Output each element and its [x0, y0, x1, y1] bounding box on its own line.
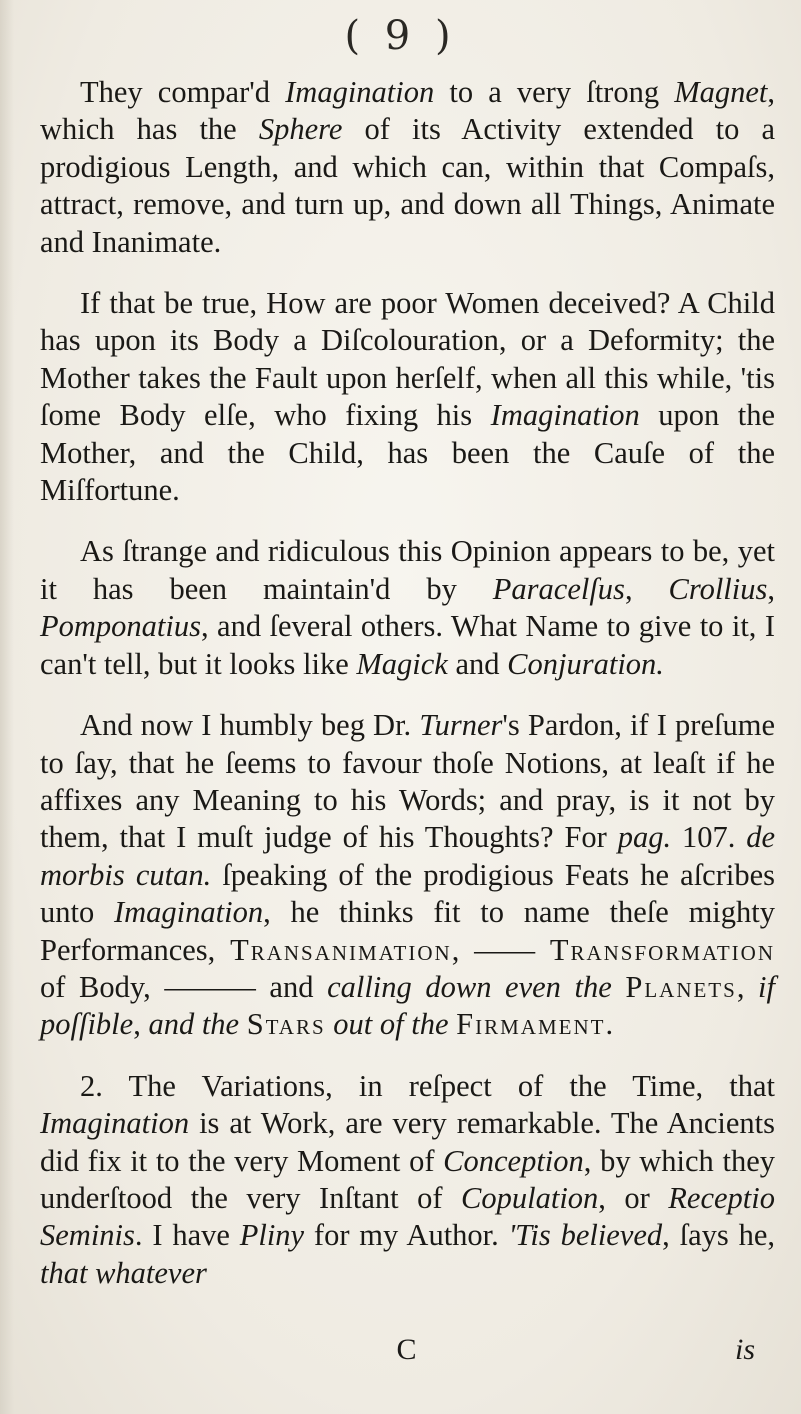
italic-run: that whatever: [40, 1255, 207, 1290]
text-run: 's Pardon, if I preſume to ſay, that he ſeems to favour thoſe Notions, at leaſt if he affixes any Meaning to his Words; and pray, is it not by them, that I muſt judge of his Thoughts? For: [40, 708, 775, 855]
paragraph: [40, 74, 775, 261]
text-run: , which has the: [40, 75, 776, 147]
page-gutter-shadow: [0, 0, 14, 1414]
text-run: If that be true, How are poor Women deceived? A Child has upon its Body a Diſcolouration, or a Deformity; the Mother takes the Fault upon herſelf, when all this while, 'tis ſome Body elſe, who fixing his: [40, 286, 775, 433]
text-run: As ſtrange and ridiculous this Opinion appears to be, yet it has been maintain'd by: [40, 534, 775, 606]
italic-run: de morbis cutan.: [40, 820, 776, 892]
text-run: 107.: [671, 820, 747, 855]
italic-run: Sphere: [258, 112, 343, 147]
italic-run: Imagination: [490, 398, 640, 433]
text-run: , by which they underſtood the very Inſtant of: [40, 1143, 775, 1215]
text-run: and: [447, 646, 508, 681]
italic-run: Copulation: [461, 1180, 599, 1215]
text-run: , he thinks fit to name theſe mighty Performances,: [40, 895, 775, 967]
text-run: .: [605, 1007, 614, 1042]
italic-run: and the: [148, 1007, 247, 1042]
italic-run: out of the: [325, 1007, 457, 1042]
text-run: ,: [624, 571, 669, 606]
text-run: , ——: [451, 932, 550, 967]
small-caps-run: Firmament: [456, 1007, 606, 1042]
italic-run: Imagination: [114, 895, 264, 930]
text-run: 2. The Variations, in reſpect of the Time, that: [80, 1068, 775, 1103]
italic-run: if poſſible: [40, 969, 775, 1042]
italic-run: Pliny: [239, 1218, 305, 1253]
italic-run: Turner: [419, 708, 503, 743]
text-run: And now I humbly beg Dr.: [80, 708, 420, 743]
text-run: They compar'd: [80, 75, 286, 109]
text-run: ,: [767, 571, 775, 606]
italic-run: Magick: [356, 646, 448, 681]
italic-run: Magnet: [674, 75, 768, 109]
text-run: of Body, ——— and: [40, 969, 328, 1004]
signature-mark: C: [396, 1333, 419, 1366]
italic-run: calling down even the: [327, 969, 626, 1004]
italic-run: Pomponatius: [40, 609, 201, 644]
text-run: , or: [598, 1180, 669, 1215]
text-run: to a very ſtrong: [434, 75, 675, 109]
text-run: , ſays he,: [662, 1218, 775, 1253]
small-caps-run: Transanimation: [230, 932, 452, 967]
text-run: is at Work, are very remarkable. The Ancients did fix it to the very Moment of: [40, 1106, 775, 1178]
italic-run: Conjuration.: [507, 646, 664, 681]
paragraph: [40, 1068, 775, 1292]
italic-run: Paracelſus: [492, 571, 625, 606]
body-text: [40, 74, 775, 1292]
page-number: ( 9 ): [344, 13, 457, 59]
text-run: ſpeaking of the prodigious Feats he aſcribes unto: [40, 857, 776, 930]
italic-run: Imagination: [40, 1106, 190, 1141]
text-run: ,: [133, 1007, 149, 1042]
small-caps-run: Planets: [625, 969, 737, 1004]
text-run: upon the Mother, and the Child, has been the Cauſe of the Miſfortune.: [40, 398, 776, 508]
paragraph: [40, 707, 775, 1044]
italic-run: Crollius: [668, 571, 768, 606]
italic-run: Receptio Seminis: [40, 1180, 775, 1253]
italic-run: pag.: [617, 820, 672, 855]
text-run: for my Author.: [304, 1218, 509, 1253]
catchword: is: [734, 1333, 755, 1366]
small-caps-run: Stars: [246, 1007, 326, 1042]
small-caps-run: Transformation: [549, 932, 775, 967]
italic-run: Imagination: [285, 75, 435, 109]
text-run: of its Activity extended to a prodigious Length, and which can, within that Compaſs, attract, remove, and turn up, and down all Things, Animate and Inanimate.: [40, 112, 775, 259]
text-run: . I have: [134, 1218, 240, 1253]
italic-run: 'Tis believed: [508, 1218, 663, 1253]
paragraph: [40, 533, 775, 683]
text-run: ,: [736, 969, 759, 1004]
italic-run: Conception: [443, 1143, 584, 1178]
text-run: , and ſeveral others. What Name to give to it, I can't tell, but it looks like: [40, 609, 775, 681]
footer-line: [40, 1332, 775, 1368]
paragraph: [40, 285, 775, 509]
